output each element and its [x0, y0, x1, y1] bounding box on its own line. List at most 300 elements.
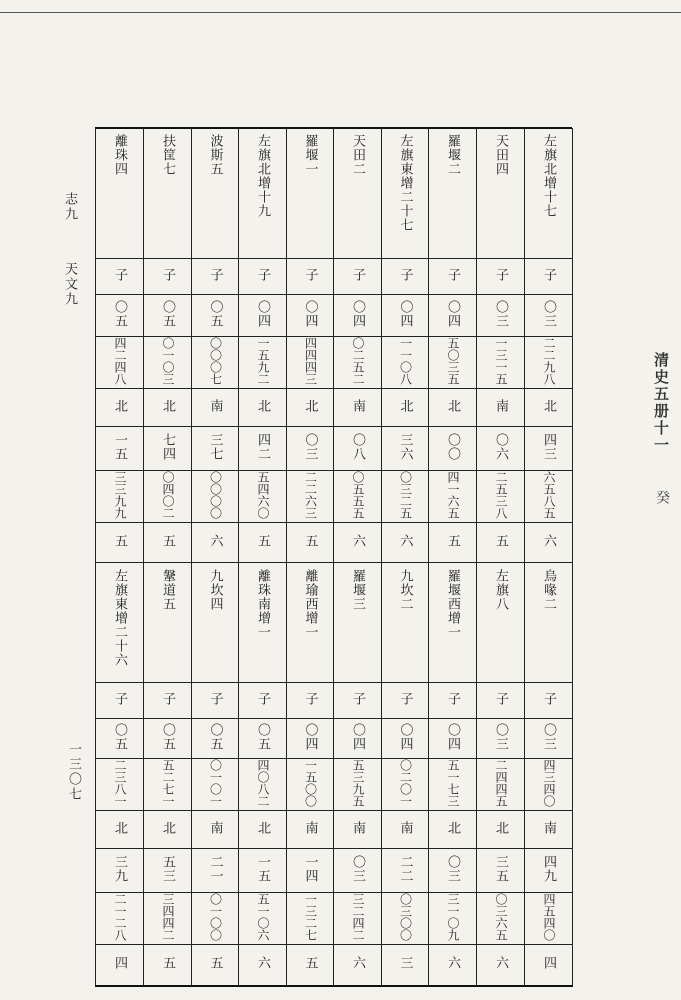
cell-text: 五一〇六	[256, 892, 270, 941]
cell-text: 五一七三	[446, 758, 460, 807]
cell-text: 左旗東增二十七	[397, 134, 413, 232]
cell-text: 羅堰西增一	[445, 568, 460, 639]
table-cell	[382, 522, 429, 562]
cell-text: 子	[445, 691, 460, 706]
table-cell	[239, 522, 287, 562]
table-cell	[144, 892, 192, 944]
table-cell	[477, 718, 525, 758]
table-cell	[287, 682, 334, 718]
table-cell	[144, 718, 192, 758]
cell-text: 子	[207, 691, 223, 706]
cell-text: 北	[112, 820, 127, 835]
table-cell	[334, 892, 382, 944]
cell-text: 一五〇〇	[303, 758, 318, 807]
table-cell	[382, 682, 429, 718]
table-cell	[334, 128, 382, 258]
cell-text: 〇〇	[445, 432, 460, 461]
table-cell	[429, 388, 477, 426]
table-cell	[525, 810, 573, 848]
table-cell	[144, 522, 192, 562]
cell-text: 〇五	[112, 299, 127, 328]
margin-volume-label: 志九	[62, 192, 77, 222]
cell-text: 四	[112, 956, 127, 971]
cell-text: 北	[445, 398, 460, 413]
cell-text: 北	[541, 398, 556, 413]
cell-text: 南	[541, 820, 556, 835]
table-cell	[96, 848, 144, 892]
table-cell	[334, 388, 382, 426]
cell-text: 左旗八	[493, 568, 508, 611]
table-cell	[334, 944, 382, 986]
table-cell	[382, 294, 429, 336]
table-cell	[192, 562, 239, 682]
table-cell	[429, 128, 477, 258]
table-cell	[477, 336, 525, 388]
cell-text: 一五	[255, 854, 270, 883]
cell-text: 子	[493, 267, 508, 282]
cell-text: 離珠四	[112, 134, 127, 176]
cell-text: 南	[350, 820, 365, 835]
cell-text: 一三二七	[303, 892, 318, 941]
table-cell	[239, 944, 287, 986]
degree-row	[96, 718, 573, 758]
cell-text: 北	[112, 398, 127, 413]
cell-text: 三	[397, 956, 413, 971]
table-cell	[239, 718, 287, 758]
table-cell	[525, 892, 573, 944]
cell-text: 二一二八	[113, 892, 127, 941]
cell-text: 一三一五	[494, 336, 508, 385]
table-cell	[525, 336, 573, 388]
table-cell	[477, 470, 525, 522]
cell-text: 子	[302, 691, 318, 706]
cell-text: 〇五	[207, 722, 223, 751]
cell-text: 〇四	[445, 299, 460, 328]
cell-text: 〇四	[397, 299, 413, 328]
table-cell	[287, 294, 334, 336]
cell-text: 〇三	[493, 722, 508, 751]
cell-text: 五	[302, 956, 318, 971]
cell-text: 〇一〇三	[161, 336, 175, 385]
table-cell	[429, 718, 477, 758]
table-cell	[477, 944, 525, 986]
cell-text: 南	[207, 820, 223, 835]
table-cell	[96, 388, 144, 426]
table-cell	[334, 336, 382, 388]
table-cell	[525, 848, 573, 892]
table-cell	[96, 892, 144, 944]
cell-text: 六	[493, 956, 508, 971]
table-cell	[144, 810, 192, 848]
cell-text: 一一〇八	[398, 336, 413, 385]
table-cell	[477, 848, 525, 892]
table-cell	[287, 758, 334, 810]
margin-stamp-mark: 癸	[654, 490, 670, 506]
table-cell	[192, 682, 239, 718]
margin-section-label: 天文九	[62, 262, 77, 307]
table-cell	[477, 388, 525, 426]
cell-text: 五	[160, 533, 175, 548]
table-cell	[525, 258, 573, 294]
cell-text: 六	[397, 533, 413, 548]
table-cell	[287, 848, 334, 892]
cell-text: 〇〇〇七	[208, 336, 223, 385]
table-cell	[144, 682, 192, 718]
table-cell	[429, 848, 477, 892]
cell-text: 六	[255, 956, 270, 971]
cell-text: 七四	[160, 432, 175, 461]
table-cell	[477, 758, 525, 810]
cell-text: 北	[255, 398, 270, 413]
cell-text: 鞶道五	[160, 568, 175, 611]
table-cell	[429, 810, 477, 848]
table-cell	[429, 336, 477, 388]
cell-text: 子	[302, 267, 318, 282]
table-cell	[525, 426, 573, 470]
table-cell	[144, 336, 192, 388]
hour-row	[96, 682, 573, 718]
table-cell	[239, 128, 287, 258]
table-cell	[96, 522, 144, 562]
cell-text: 二五三八	[494, 470, 508, 519]
cell-text: 北	[397, 398, 413, 413]
margin-stamp-label: 清史五册十一	[652, 352, 670, 454]
table-cell	[382, 336, 429, 388]
cell-text: 〇五	[207, 299, 223, 328]
cell-text: 子	[397, 691, 413, 706]
table-cell	[96, 810, 144, 848]
table-cell	[287, 944, 334, 986]
cell-text: 子	[160, 267, 175, 282]
cell-text: 羅堰三	[350, 568, 365, 611]
cell-text: 子	[112, 267, 127, 282]
cell-text: 三三九九	[113, 470, 127, 519]
table-cell	[429, 294, 477, 336]
degree-row	[96, 294, 573, 336]
cell-text: 六	[350, 533, 365, 548]
cell-text: 四	[541, 956, 556, 971]
table-cell	[239, 470, 287, 522]
table-cell	[477, 810, 525, 848]
table-cell	[382, 718, 429, 758]
table-cell	[287, 336, 334, 388]
table-cell	[477, 128, 525, 258]
cell-text: 三七	[207, 432, 223, 461]
cell-text: 三六	[397, 432, 413, 461]
cell-text: 〇三二五	[398, 470, 413, 519]
cell-text: 子	[445, 267, 460, 282]
cell-text: 五	[493, 533, 508, 548]
table-cell	[144, 758, 192, 810]
cell-text: 〇三	[350, 854, 365, 883]
cell-text: 四二四八	[113, 336, 127, 385]
cell-text: 四〇八二	[256, 758, 270, 807]
table-cell	[382, 388, 429, 426]
table-cell	[334, 258, 382, 294]
cell-text: 左旗東增二十六	[112, 568, 127, 667]
table-cell	[334, 470, 382, 522]
table-cell	[287, 522, 334, 562]
cell-text: 一五九二	[256, 336, 270, 385]
cell-text: 二一	[207, 854, 223, 883]
table-cell	[239, 848, 287, 892]
cell-text: 五三	[160, 854, 175, 883]
table-cell	[192, 258, 239, 294]
cell-text: 四二	[255, 432, 270, 461]
table-cell	[429, 682, 477, 718]
table-cell	[192, 758, 239, 810]
cell-text: 五	[112, 533, 127, 548]
table-cell	[334, 522, 382, 562]
cell-text: 五四六〇	[256, 470, 270, 519]
star-name-row	[96, 128, 573, 258]
page-top-rule	[0, 12, 681, 13]
cell-text: 羅堰一	[302, 134, 318, 176]
table-cell	[192, 892, 239, 944]
table-cell	[382, 470, 429, 522]
table-cell	[192, 128, 239, 258]
cell-text: 子	[541, 691, 556, 706]
cell-text: 五三九五	[351, 758, 365, 807]
table-cell	[477, 294, 525, 336]
cell-text: 三二四二	[351, 892, 365, 941]
table-cell	[96, 294, 144, 336]
table-cell	[96, 562, 144, 682]
cell-text: 子	[397, 267, 413, 282]
table-cell	[525, 388, 573, 426]
cell-text: 五	[207, 956, 223, 971]
cell-text: 扶筐七	[160, 134, 175, 176]
cell-text: 波斯五	[207, 134, 223, 176]
table-cell	[334, 562, 382, 682]
cell-text: 〇四	[350, 722, 365, 751]
cell-text: 離瑜西增一	[302, 568, 318, 639]
table-cell	[382, 128, 429, 258]
cell-text: 〇五五五	[351, 470, 365, 519]
cell-text: 北	[160, 820, 175, 835]
table-cell	[525, 470, 573, 522]
cell-text: 左旗北增十九	[255, 134, 270, 218]
table-cell	[477, 562, 525, 682]
table-cell	[96, 682, 144, 718]
table-cell	[192, 470, 239, 522]
table-cell	[144, 258, 192, 294]
cell-text: 〇三	[541, 722, 556, 751]
cell-text: 南	[302, 820, 318, 835]
cell-text: 六	[207, 533, 223, 548]
cell-text: 〇三〇〇	[398, 892, 413, 941]
table-cell	[382, 944, 429, 986]
table-cell	[334, 810, 382, 848]
cell-text: 北	[302, 398, 318, 413]
table-cell	[287, 258, 334, 294]
cell-text: 〇四	[397, 722, 413, 751]
cell-text: 一四	[302, 854, 318, 883]
cell-text: 六	[541, 533, 556, 548]
table-cell	[525, 718, 573, 758]
cell-text: 三四四二	[161, 892, 175, 941]
table-cell	[239, 426, 287, 470]
cell-text: 離珠南增一	[255, 568, 270, 639]
cell-text: 北	[255, 820, 270, 835]
cell-text: 天田四	[493, 134, 508, 176]
cell-text: 〇四	[255, 299, 270, 328]
cell-text: 九坎二	[397, 568, 413, 611]
table-cell	[429, 426, 477, 470]
table-cell	[192, 294, 239, 336]
table-cell	[239, 892, 287, 944]
cell-text: 子	[255, 267, 270, 282]
table-cell	[239, 758, 287, 810]
table-cell	[382, 758, 429, 810]
cell-text: 〇三	[493, 299, 508, 328]
cell-text: 〇一〇〇	[208, 892, 223, 941]
table-cell	[334, 294, 382, 336]
cell-text: 〇三	[445, 854, 460, 883]
table-cell	[477, 522, 525, 562]
table-cell	[144, 944, 192, 986]
table-cell	[192, 388, 239, 426]
table-cell	[192, 944, 239, 986]
cell-text: 子	[350, 691, 365, 706]
cell-text: 〇五	[255, 722, 270, 751]
cell-text: 三五	[493, 854, 508, 883]
cell-text: 五	[302, 533, 318, 548]
table-cell	[192, 426, 239, 470]
cell-text: 南	[493, 398, 508, 413]
latitude-minute-second-row	[96, 892, 573, 944]
cell-text: 〇五	[112, 722, 127, 751]
cell-text: 四五四〇	[542, 892, 556, 941]
star-name-row	[96, 562, 573, 682]
cell-text: 〇二〇一	[398, 758, 413, 807]
cell-text: 烏喙二	[541, 568, 556, 611]
cell-text: 北	[493, 820, 508, 835]
table-cell	[525, 944, 573, 986]
cell-text: 二二	[397, 854, 413, 883]
cell-text: 六	[350, 956, 365, 971]
latitude-degree-row	[96, 848, 573, 892]
cell-text: 〇四	[302, 722, 318, 751]
table-cell	[429, 892, 477, 944]
cell-text: 〇四	[350, 299, 365, 328]
table-cell	[477, 682, 525, 718]
cell-text: 五	[445, 533, 460, 548]
table-cell	[334, 426, 382, 470]
table-cell	[429, 562, 477, 682]
cell-text: 子	[112, 691, 127, 706]
table-cell	[96, 258, 144, 294]
cell-text: 〇三	[302, 432, 318, 461]
cell-text: 子	[207, 267, 223, 282]
table-cell	[192, 718, 239, 758]
cell-text: 四九	[541, 854, 556, 883]
table-cell	[239, 294, 287, 336]
cell-text: 〇五	[160, 299, 175, 328]
minute-second-row	[96, 758, 573, 810]
cell-text: 子	[160, 691, 175, 706]
table-cell	[334, 758, 382, 810]
cell-text: 北	[160, 398, 175, 413]
table-cell	[525, 758, 573, 810]
table-cell	[477, 892, 525, 944]
table-cell	[144, 426, 192, 470]
table-cell	[239, 810, 287, 848]
table-cell	[96, 718, 144, 758]
table-cell	[144, 470, 192, 522]
cell-text: 六五八五	[542, 470, 556, 519]
cell-text: 左旗北增十七	[541, 134, 556, 218]
table-cell	[287, 470, 334, 522]
table-cell	[287, 718, 334, 758]
table-cell	[477, 258, 525, 294]
cell-text: 〇二五二	[351, 336, 365, 385]
table-cell	[429, 258, 477, 294]
cell-text: 〇三六五	[494, 892, 508, 941]
cell-text: 五二七一	[161, 758, 175, 807]
magnitude-row	[96, 944, 573, 986]
table-cell	[287, 128, 334, 258]
cell-text: 〇五	[160, 722, 175, 751]
hour-row	[96, 258, 573, 294]
cell-text: 子	[255, 691, 270, 706]
table-cell	[144, 128, 192, 258]
cell-text: 〇四	[445, 722, 460, 751]
table-cell	[525, 682, 573, 718]
minute-second-row	[96, 336, 573, 388]
table-cell	[239, 562, 287, 682]
table-cell	[192, 336, 239, 388]
table-cell	[287, 426, 334, 470]
cell-text: 南	[350, 398, 365, 413]
table-cell	[239, 336, 287, 388]
table-cell	[96, 336, 144, 388]
cell-text: 〇四〇二	[161, 470, 175, 519]
table-cell	[429, 470, 477, 522]
table-cell	[334, 718, 382, 758]
table-cell	[429, 758, 477, 810]
table-cell	[287, 562, 334, 682]
table-cell	[334, 682, 382, 718]
table-cell	[96, 470, 144, 522]
cell-text: 二二六三	[303, 470, 318, 519]
table-cell	[144, 388, 192, 426]
table-cell	[525, 562, 573, 682]
cell-text: 五	[160, 956, 175, 971]
table-cell	[144, 294, 192, 336]
cell-text: 子	[541, 267, 556, 282]
cell-text: 三一〇九	[446, 892, 460, 941]
cell-text: 南	[397, 820, 413, 835]
table-cell	[144, 562, 192, 682]
table-cell	[96, 944, 144, 986]
table-body	[96, 128, 573, 986]
cell-text: 四一六五	[446, 470, 460, 519]
direction-row	[96, 388, 573, 426]
table-cell	[192, 522, 239, 562]
table-cell	[525, 294, 573, 336]
table-cell	[239, 388, 287, 426]
cell-text: 〇八	[350, 432, 365, 461]
table-cell	[287, 892, 334, 944]
cell-text: 五〇三五	[446, 336, 460, 385]
table-cell	[429, 944, 477, 986]
table-cell	[239, 258, 287, 294]
table-cell	[96, 426, 144, 470]
table-cell	[429, 522, 477, 562]
table-cell	[144, 848, 192, 892]
page-number: 一三〇七	[66, 742, 81, 802]
